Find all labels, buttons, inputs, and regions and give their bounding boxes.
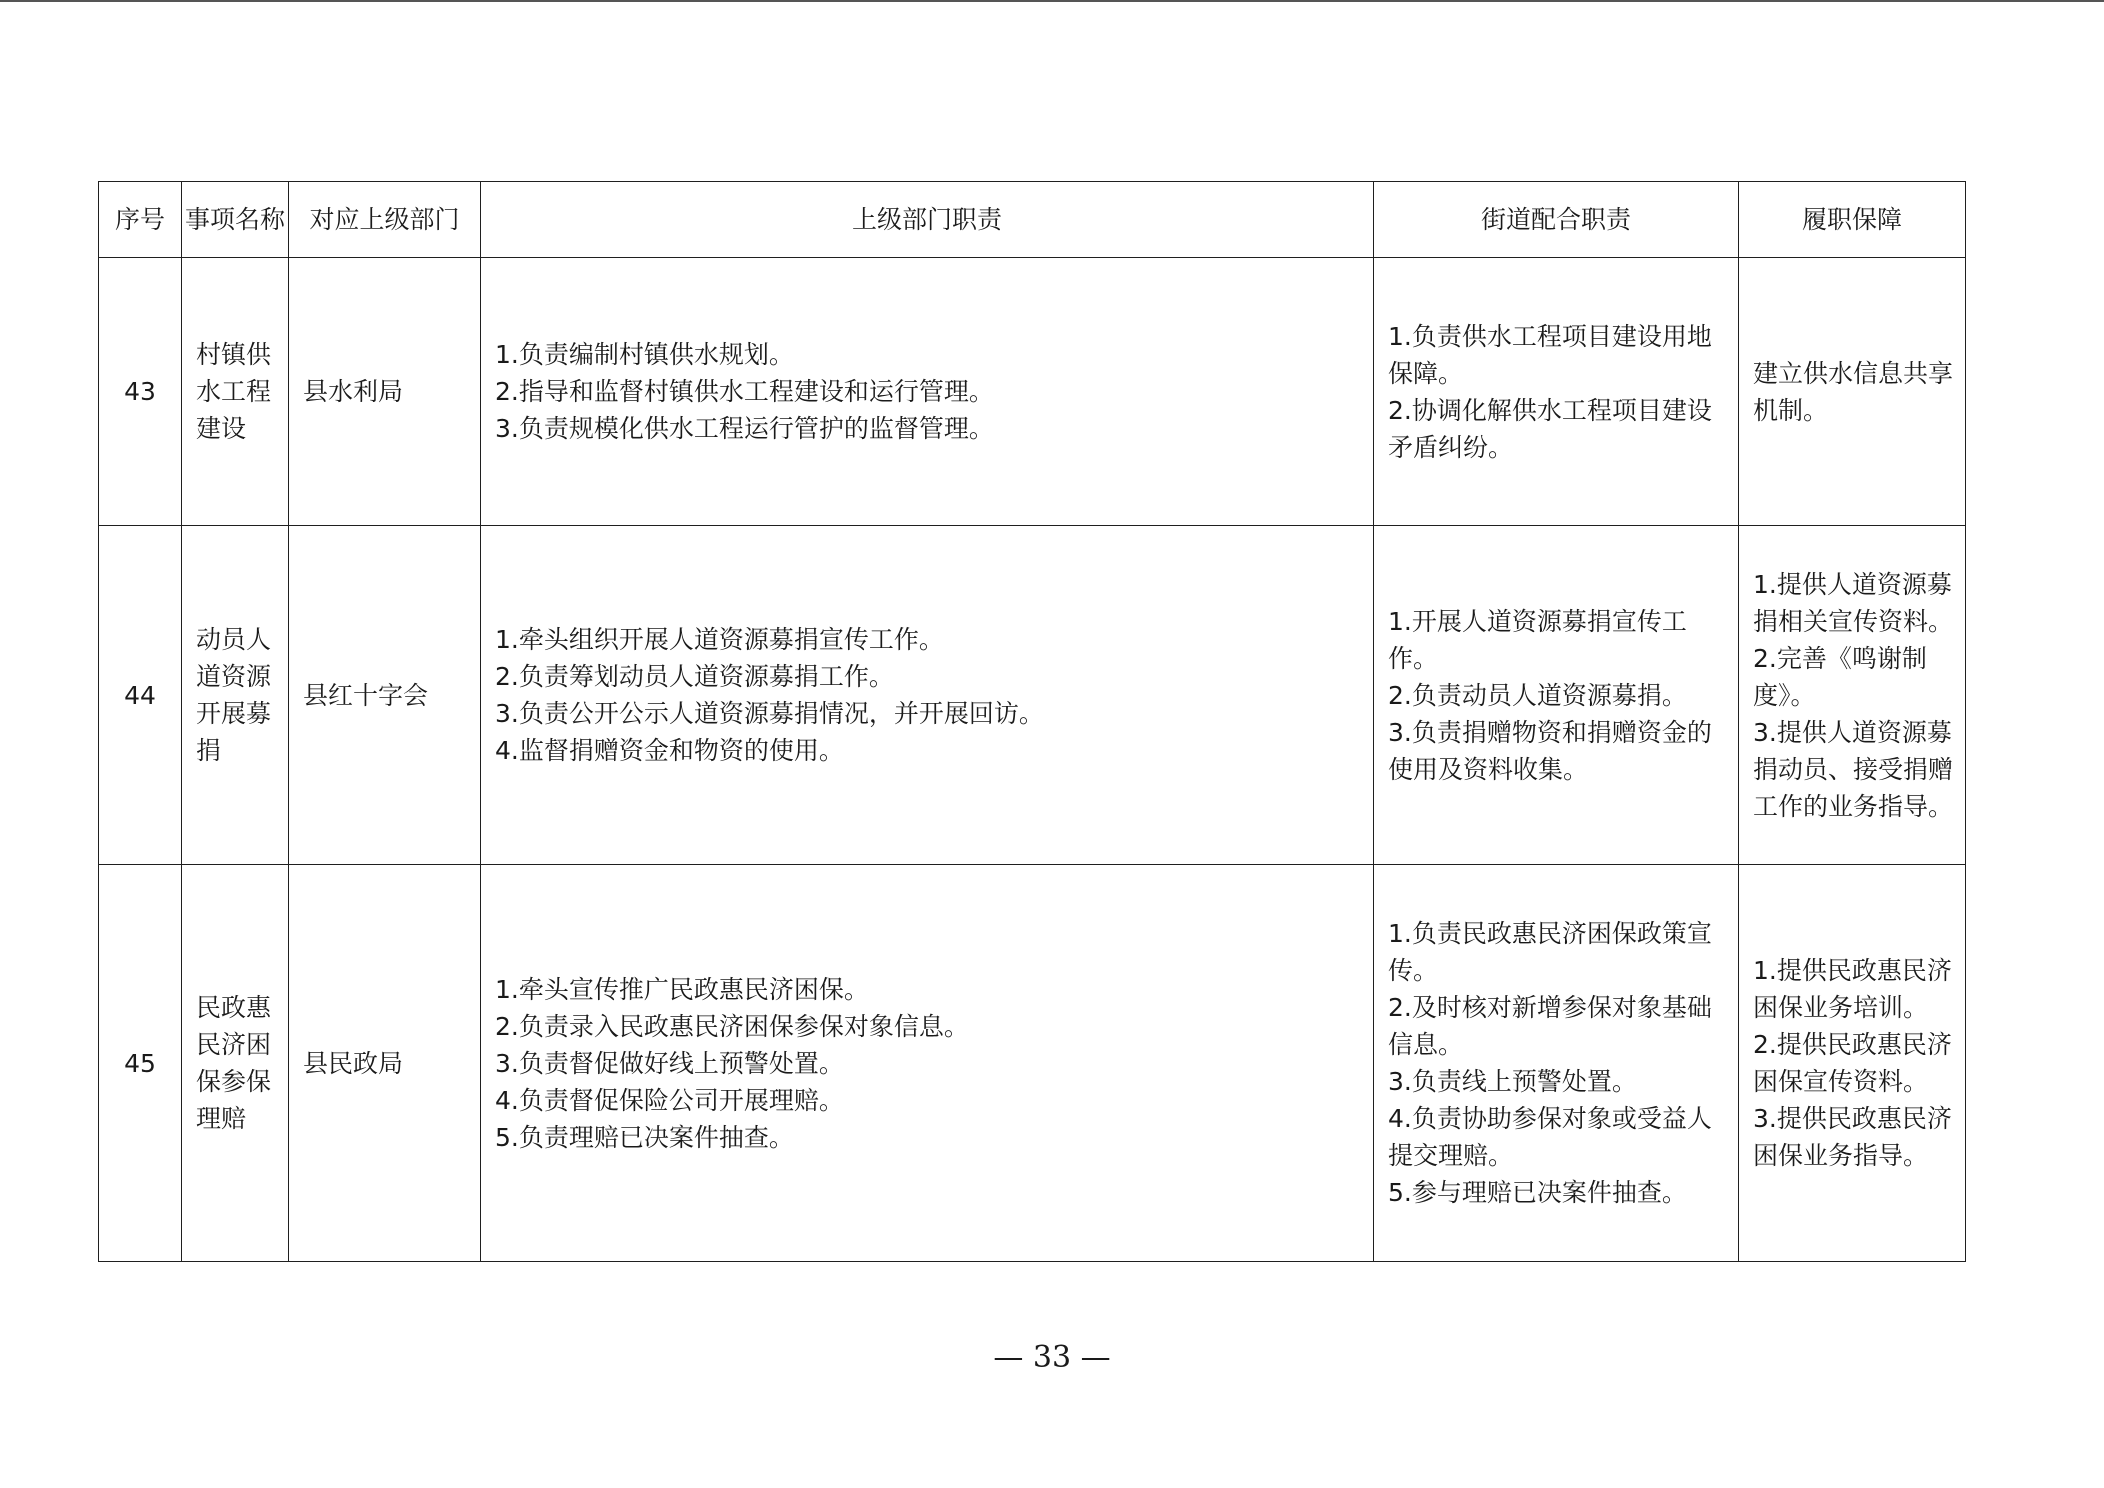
- upper-duty-item: 3.负责公开公示人道资源募捐情况，并开展回访。: [495, 699, 1044, 728]
- guarantee-item: 3.提供人道资源募捐动员、接受捐赠工作的业务指导。: [1753, 717, 1954, 821]
- row-guarantee: [1739, 258, 1966, 526]
- table-row: [99, 865, 1966, 1262]
- guarantee-item: 2.完善《鸣谢制度》。: [1753, 643, 1927, 710]
- row-upper-duty: [481, 526, 1374, 865]
- street-duty-item: 3.负责线上预警处置。: [1388, 1067, 1637, 1096]
- header-guarantee: 履职保障: [1739, 182, 1966, 258]
- street-duty-item: 5.参与理赔已决案件抽查。: [1388, 1178, 1687, 1207]
- upper-duty-item: 1.负责编制村镇供水规划。: [495, 340, 794, 369]
- top-border-line: [0, 0, 2104, 2]
- header-street-duty: 街道配合职责: [1374, 182, 1739, 258]
- upper-duty-item: 2.负责筹划动员人道资源募捐工作。: [495, 662, 894, 691]
- row-upper-duty: [481, 258, 1374, 526]
- row-name: 民政惠民济困保参保理赔: [182, 865, 289, 1262]
- row-street-duty: [1374, 865, 1739, 1262]
- guarantee-item: 2.提供民政惠民济困保宣传资料。: [1753, 1030, 1952, 1096]
- row-upper-duty: [481, 865, 1374, 1262]
- row-no: 45: [99, 865, 182, 1262]
- street-duty-item: 1.负责民政惠民济困保政策宣传。: [1388, 919, 1712, 985]
- street-duty-item: 1.开展人道资源募捐宣传工作。: [1388, 606, 1687, 673]
- upper-duty-item: 2.指导和监督村镇供水工程建设和运行管理。: [495, 377, 994, 406]
- upper-duty-item: 3.负责规模化供水工程运行管护的监督管理。: [495, 414, 994, 443]
- row-dept: 县民政局: [289, 865, 481, 1262]
- guarantee-item: 1.提供人道资源募捐相关宣传资料。: [1753, 569, 1954, 636]
- row-name: 村镇供水工程建设: [182, 258, 289, 526]
- guarantee-item: 3.提供民政惠民济困保业务指导。: [1753, 1104, 1952, 1170]
- upper-duty-item: 4.监督捐赠资金和物资的使用。: [495, 736, 844, 765]
- row-dept: 县红十字会: [289, 526, 481, 865]
- header-no: 序号: [99, 182, 182, 258]
- street-duty-item: 3.负责捐赠物资和捐赠资金的使用及资料收集。: [1388, 717, 1712, 784]
- upper-duty-item: 3.负责督促做好线上预警处置。: [495, 1048, 844, 1078]
- upper-duty-item: 5.负责理赔已决案件抽查。: [495, 1122, 794, 1152]
- street-duty-item: 2.及时核对新增参保对象基础信息。: [1388, 993, 1712, 1059]
- row-dept: 县水利局: [289, 258, 481, 526]
- guarantee-item: 1.提供民政惠民济困保业务培训。: [1753, 956, 1952, 1022]
- row-name: 动员人道资源开展募捐: [182, 526, 289, 865]
- header-upper-duty: 上级部门职责: [481, 182, 1374, 258]
- duty-table: [98, 181, 1966, 1262]
- header-dept: 对应上级部门: [289, 182, 481, 258]
- street-duty-item: 4.负责协助参保对象或受益人提交理赔。: [1388, 1104, 1712, 1170]
- upper-duty-item: 1.牵头宣传推广民政惠民济困保。: [495, 974, 869, 1004]
- row-street-duty: [1374, 258, 1739, 526]
- row-guarantee: [1739, 526, 1966, 865]
- upper-duty-item: 1.牵头组织开展人道资源募捐宣传工作。: [495, 625, 944, 654]
- street-duty-item: 1.负责供水工程项目建设用地保障。: [1388, 321, 1712, 388]
- table-row: [99, 526, 1966, 865]
- header-name: 事项名称: [182, 182, 289, 258]
- upper-duty-item: 2.负责录入民政惠民济困保参保对象信息。: [495, 1011, 969, 1041]
- row-no: 43: [99, 258, 182, 526]
- guarantee-item: 建立供水信息共享机制。: [1753, 358, 1954, 425]
- table-header-row: [99, 182, 1966, 258]
- street-duty-item: 2.协调化解供水工程项目建设矛盾纠纷。: [1388, 395, 1712, 462]
- row-no: 44: [99, 526, 182, 865]
- table-row: [99, 258, 1966, 526]
- street-duty-item: 2.负责动员人道资源募捐。: [1388, 680, 1687, 710]
- page-number: — 33 —: [993, 1340, 1111, 1375]
- row-street-duty: [1374, 526, 1739, 865]
- row-guarantee: [1739, 865, 1966, 1262]
- upper-duty-item: 4.负责督促保险公司开展理赔。: [495, 1085, 844, 1115]
